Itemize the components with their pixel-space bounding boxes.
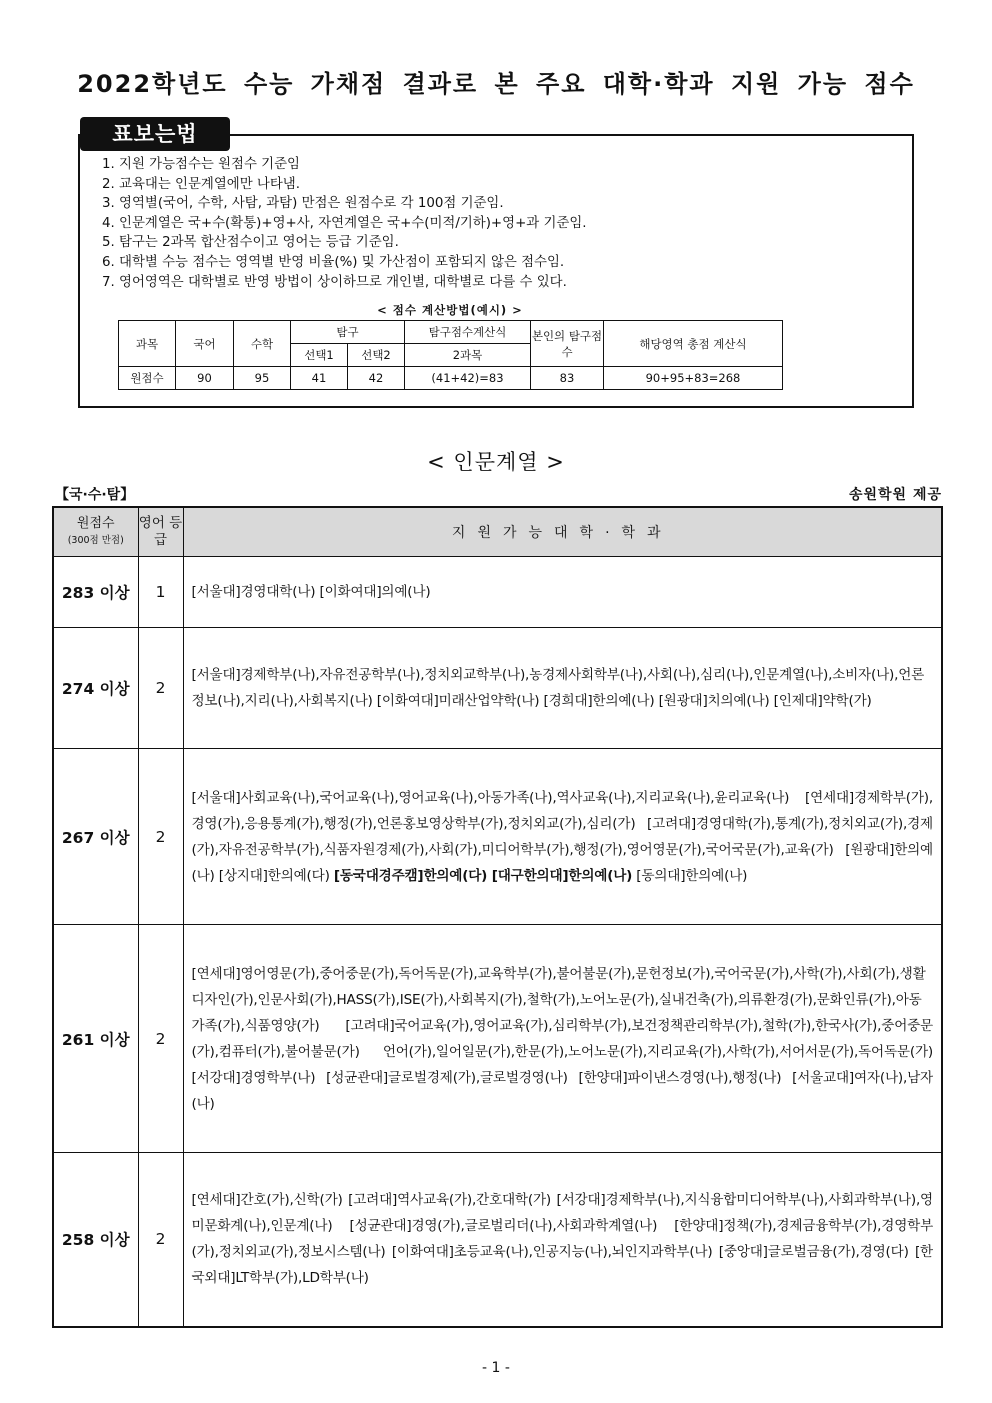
calc-header-choice1: 선택1 [291,344,348,367]
admission-table [52,506,943,1328]
row-universities: [서울대]경영대학(나) [이화여대]의예(나) [183,557,942,628]
calc-header-subject: 과목 [119,321,176,367]
calc-header-choice2: 선택2 [348,344,405,367]
calc-inquiry-sum: (41+42)=83 [405,367,531,390]
row-english-grade: 2 [138,925,183,1153]
calc-example-table [118,320,783,390]
table-row [53,925,942,1153]
note-item: 3. 영역별(국어, 수학, 사탐, 과탐) 만점은 원점수로 각 100점 기준임. [102,196,504,212]
row-score: 261 이상 [53,925,138,1153]
calc-header-korean: 국어 [176,321,234,367]
row-english-grade: 2 [138,628,183,749]
table-row [53,557,942,628]
row-universities: [연세대]영어영문(가),중어중문(가),독어독문(가),교육학부(가),불어불문(가),문헌정보(가),국어국문(가),사학(가),사회(가),생활디자인(가),인문사회(가),HASS(가),ISE(가),사회복지(가),철학(가),노어노문(가),실내건축(가),의류환경(가),문화인류(가),아동가족(가),식품영양(가) [고려대]국어교육(가),영어교육(가),심리학부(가),보건정책관리학부(가),철학(가),한국사(가),중어중문(가),컴퓨터(가),불어불문(가) 언어(가),일어일문(가),한문(가),노어노문(가),지리교육(가),사학(가),서어서문(가),독어독문(가) [서강대]경영학부(나) [성균관대]글로벌경제(가),글로벌경영(나) [한양대]파이낸스경영(나),행정(나) [서울교대]여자(나),남자(나) [183,925,942,1153]
row-universities-part: [서울대]사회교육(나),국어교육(나),영어교육(나),아동가족(나),역사교육(나),지리교육(나),윤리교육(나) [연세대]경제학부(가),경영(가),응용통계(가),행정(가),언론홍보영상학부(가),정치외교(가),심리(가) [고려대]경영대학(가),통계(가),정치외교(가),경제(가),자유전공학부(가),식품자원경제(가),사회(가),미디어학부(가),행정(가),영어영문(가),국어국문(가),교육(가) [원광대]한의예(나) [상지대]한의예(다) [191,789,933,884]
calc-header-two-subjects: 2과목 [405,344,531,367]
header-english-grade: 영어 등급 [138,507,183,557]
note-item: 4. 인문계열은 국+수(확통)+영+사, 자연계열은 국+수(미적/기하)+영+과 기준임. [102,215,587,231]
calc-choice2-score: 42 [348,367,405,390]
row-universities: [서울대]경제학부(나),자유전공학부(나),정치외교학부(나),농경제사회학부(나),사회(나),심리(나),인문계열(나),소비자(나),언론정보(나),지리(나),사회복지(나) [이화여대]미래산업약학(나) [경희대]한의예(나) [원광대]치의예(나) [인제대]약학(가) [183,628,942,749]
howto-label: 표보는법 [80,117,230,151]
howto-notes [102,155,892,292]
header-universities: 지원가능대학·학과 [183,507,942,557]
header-score-label: 원점수 [76,515,115,531]
calc-row-label: 원점수 [119,367,176,390]
calc-own-score: 83 [531,367,604,390]
provider-credit: 송원학원 제공 [848,487,942,503]
note-item: 6. 대학별 수능 점수는 영역별 반영 비율(%) 및 가산점이 포함되지 않은 점수임. [102,254,565,270]
calc-total: 90+95+83=268 [604,367,783,390]
row-score: 258 이상 [53,1153,138,1327]
row-universities-part: [동의대]한의예(나) [632,867,748,884]
section-title: < 인문계열 > [427,450,565,474]
row-score: 274 이상 [53,628,138,749]
table-row [53,628,942,749]
header-score [53,507,138,557]
row-score: 267 이상 [53,749,138,925]
calc-header-inquiry: 탐구 [291,321,405,344]
row-universities-bold: [동국대경주캠]한의예(다) [대구한의대]한의예(나) [333,867,633,884]
note-item: 7. 영어영역은 대학별로 반영 방법이 상이하므로 개인별, 대학별로 다를 수 있다. [102,274,567,290]
table-row [53,1153,942,1327]
calc-header-inquiry-calc: 탐구점수계산식 [405,321,531,344]
calc-math-score: 95 [234,367,291,390]
row-universities [183,749,942,925]
group-label: 【국·수·탐】 [55,487,135,503]
row-universities: [연세대]간호(가),신학(가) [고려대]역사교육(가),간호대학(가) [서강대]경제학부(나),지식융합미디어학부(나),사회과학부(나),영미문화계(나),인문계(나) [성균관대]경영(가),글로벌리더(나),사회과학계열(나) [한양대]정책(가),경제금융학부(가),경영학부(가),정치외교(가),정보시스템(나) [이화여대]초등교육(나),인공지능(나),뇌인지과학부(나) [중앙대]글로벌금융(가),경영(다) [한국외대]LT학부(가),LD학부(나) [183,1153,942,1327]
row-english-grade: 2 [138,1153,183,1327]
calc-header-own-inquiry: 본인의 탐구점수 [531,321,604,367]
note-item: 1. 지원 가능점수는 원점수 기준임 [102,157,300,172]
calc-korean-score: 90 [176,367,234,390]
row-english-grade: 1 [138,557,183,628]
page-title: 2022학년도 수능 가채점 결과로 본 주요 대학·학과 지원 가능 점수 [77,70,915,98]
table-row [53,749,942,925]
calc-choice1-score: 41 [291,367,348,390]
calc-header-math: 수학 [234,321,291,367]
calc-caption: < 점수 계산방법(예시) > [377,303,523,317]
note-item: 5. 탐구는 2과목 합산점수이고 영어는 등급 기준임. [102,235,399,251]
header-score-note: (300점 만점) [67,534,124,546]
calc-header-total-formula: 해당영역 총점 계산식 [604,321,783,367]
note-item: 2. 교육대는 인문계열에만 나타냄. [102,176,300,192]
page-number: - 1 - [482,1360,510,1376]
row-score: 283 이상 [53,557,138,628]
row-english-grade: 2 [138,749,183,925]
